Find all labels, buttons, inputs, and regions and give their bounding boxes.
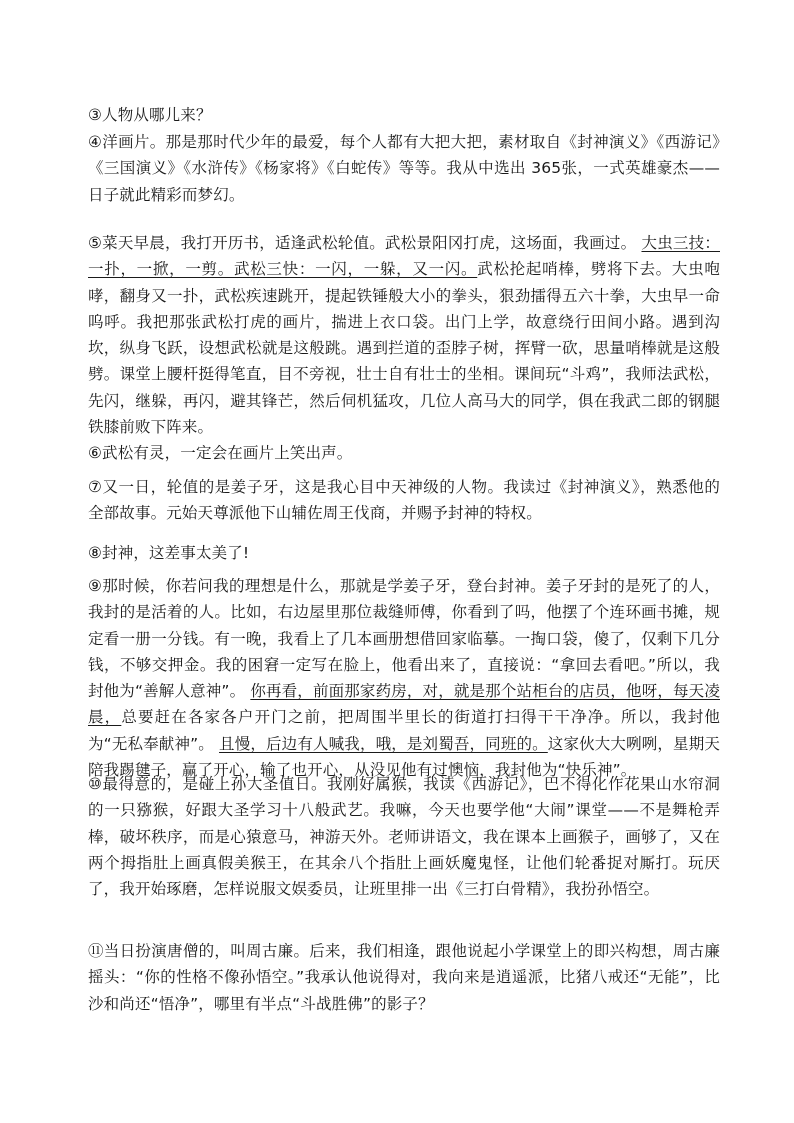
paragraph-10 — [88, 771, 720, 902]
paragraph-4 — [88, 129, 720, 208]
paragraph-6 — [88, 440, 720, 466]
paragraph-9-text-end: 这家伙大大咧咧，星期天陪我踢毽子，赢了开心，输了也开心，从没见他有过懊恼，我封他为“快乐神”。 — [88, 734, 720, 780]
paragraph-11-text: ⑪当日扮演唐僧的，叫周古廉。后来，我们相逢，跟他说起小学课堂上的即兴构想，周古廉摇头：“你的性格不像孙悟空。”我承认他说得对，我向来是逍遥派，比猪八戒还“无能”，比沙和尚还“悟净”，哪里有半点“斗战胜佛”的影子？ — [88, 942, 720, 1013]
paragraph-8 — [88, 540, 720, 566]
paragraph-6-text: ⑥武松有灵，一定会在画片上笑出声。 — [88, 444, 353, 462]
paragraph-10-text: ⑩最得意的，是碰上孙大圣值日。我刚好属猴，我读《西游记》，巴不得化作花果山水帘洞的一只猕猴，好跟大圣学习十八般武艺。我嘛，今天也要学他“大闹”课堂——不是舞枪弄棒，破坏秩序，而是心猿意马，神游天外。老师讲语文，我在课本上画猴子，画够了，又在两个拇指肚上画真假美猴王，在其余八个指肚上画妖魔鬼怪，让他们轮番捉对厮打。玩厌了，我开始琢磨，怎样说服文娱委员，让班里排一出《三打白骨精》，我扮孙悟空。 — [88, 775, 720, 899]
paragraph-9-underlined-text-2: 且慢，后边有人喊我，哦，是刘蜀吾，同班的。 — [219, 734, 548, 753]
paragraph-9-text-start: ⑨那时候，你若问我的理想是什么，那就是学姜子牙，登台封神。姜子牙封的是死了的人，我封的是活着的人。比如，右边屋里那位裁缝师傅，你看到了吗，他摆了个连环画书摊，规定看一册一分钱。有一晚，我看上了几本画册想借回家临摹。一掏口袋，傻了，仅剩下几分钱，不够交押金。我的困窘一定写在脸上，他看出来了，直接说：“拿回去看吧。”所以，我封他为“善解人意神”。 — [88, 577, 720, 701]
paragraph-9 — [88, 573, 720, 783]
paragraph-9-underlined-text-1: 你再看，前面那家药房，对，就是那个站柜台的店员，他呀，每天凌晨， — [88, 682, 720, 727]
paragraph-4-text: ④洋画片。那是那时代少年的最爱，每个人都有大把大把，素材取自《封神演义》《西游记》《三国演义》《水浒传》《杨家将》《白蛇传》等等。我从中选出 365张，一式英雄豪杰——日子就此精彩而梦幻。 — [88, 133, 720, 204]
paragraph-5-text-end: 武松抡起哨棒，劈将下去。大虫咆哮，翻身又一扑，武松疾速跳开，提起铁锤般大小的拳头，狠劲擂得五六十拳，大虫早一命呜呼。我把那张武松打虎的画片，揣进上衣口袋。出门上学，故意绕行田间小路。遇到沟坎，纵身飞跃，设想武松就是这般跳。遇到拦道的歪脖子树，挥臂一砍，思量哨棒就是这般劈。课堂上腰杆挺得笔直，目不旁视，壮士自有壮士的坐相。课间玩“斗鸡”，我师法武松，先闪，继躲，再闪，避其锋芒，然后伺机猛攻，几位人高马大的同学，俱在我武二郎的钢腿铁膝前败下阵来。 — [88, 260, 720, 437]
paragraph-9-text-middle: 总要赶在各家各户开门之前，把周围半里长的街道打扫得干干净净。所以，我封他为“无私奉献神”。 — [88, 708, 720, 753]
paragraph-3-text: ③人物从哪儿来？ — [88, 106, 212, 124]
paragraph-11 — [88, 938, 720, 1017]
paragraph-7 — [88, 474, 720, 527]
paragraph-7-text: ⑦又一日，轮值的是姜子牙，这是我心目中天神级的人物。我读过《封神演义》，熟悉他的全部故事。元始天尊派他下山辅佐周王伐商，并赐予封神的特权。 — [88, 478, 720, 523]
paragraph-5-underlined-text: 大虫三技：一扑，一掀，一剪。武松三快：一闪，一躲，又一闪。 — [88, 234, 720, 279]
paragraph-5 — [88, 230, 720, 440]
paragraph-3 — [88, 102, 720, 128]
paragraph-5-text-start: ⑤菜天早晨，我打开历书，适逢武松轮值。武松景阳冈打虎，这场面，我画过。 — [88, 234, 642, 252]
paragraph-8-text: ⑧封神，这差事太美了! — [88, 544, 250, 562]
